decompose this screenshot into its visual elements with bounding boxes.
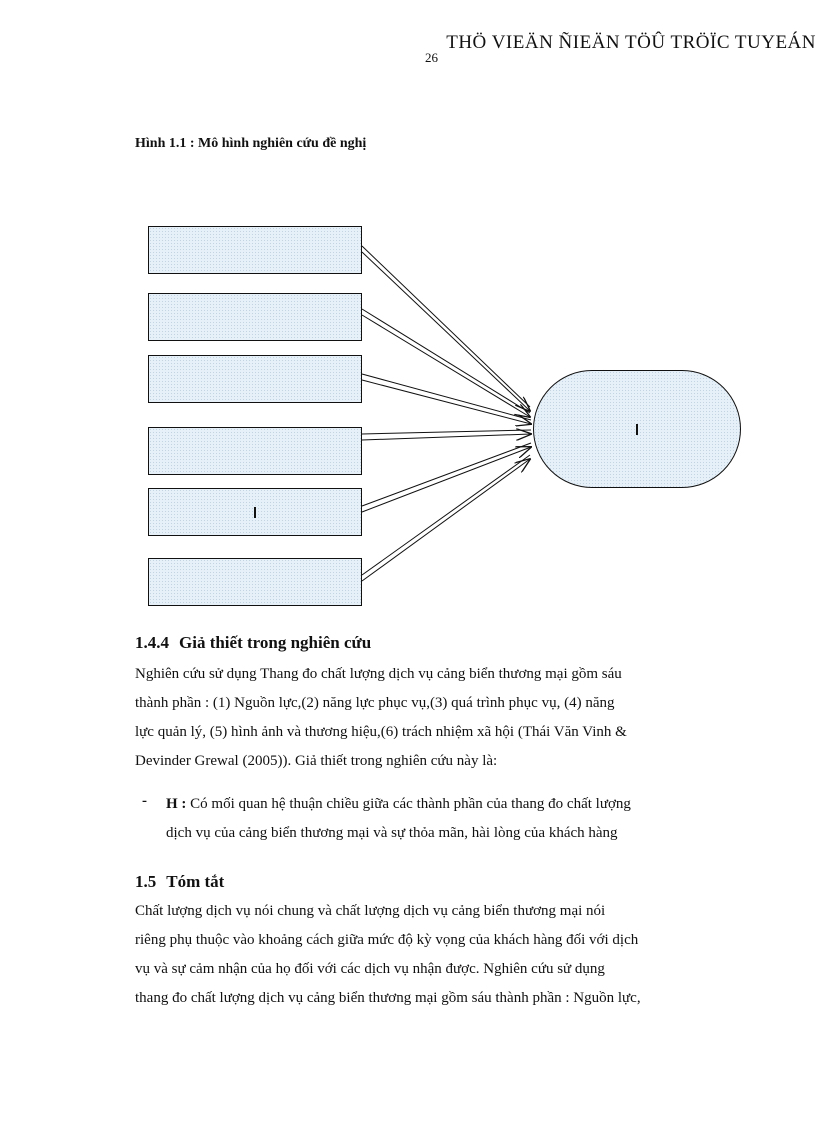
hypothesis-label: H :: [166, 796, 187, 812]
factor-box-6: [148, 558, 362, 606]
section-title: Tóm tắt: [166, 872, 225, 891]
factor-box-1: [148, 226, 362, 274]
page-number: 26: [425, 50, 438, 65]
section-number: 1.5: [135, 872, 157, 891]
text-line: lực quản lý, (5) hình ảnh và thương hiệu,(6) trách nhiệm xã hội (Thái Văn Vinh &: [135, 724, 627, 740]
arrow-6: [362, 455, 530, 581]
text-line: vụ và sự cảm nhận của họ đối với các dịch vụ nhận được. Nghiên cứu sử dụng: [135, 961, 605, 977]
factor-box-2: [148, 293, 362, 341]
bullet-dash: -: [142, 793, 147, 809]
text-line: thang đo chất lượng dịch vụ cảng biển thương mại gồm sáu thành phần : Nguồn lực,: [135, 990, 641, 1006]
arrow-3: [362, 374, 531, 424]
hypothesis-text: Có mối quan hệ thuận chiều giữa các thành phần của thang đo chất lượng: [186, 796, 631, 812]
text-line: dịch vụ của cảng biển thương mại và sự thỏa mãn, hài lòng của khách hàng: [166, 825, 618, 841]
arrow-2: [362, 309, 530, 417]
section-1-4-4-paragraph: [135, 660, 741, 776]
arrow-5: [362, 443, 531, 512]
text-line: [166, 790, 741, 819]
text-line: thành phần : (1) Nguồn lực,(2) năng lực phục vụ,(3) quá trình phục vụ, (4) năng: [135, 695, 615, 711]
text-line: Nghiên cứu sử dụng Thang đo chất lượng dịch vụ cảng biển thương mại gồm sáu: [135, 666, 622, 682]
text-cursor-glyph: [254, 507, 256, 518]
satisfaction-oval: [533, 370, 741, 488]
factor-box-5: [148, 488, 362, 536]
section-heading-1-5: [135, 872, 224, 892]
factor-box-4: [148, 427, 362, 475]
section-heading-1-4-4: [135, 633, 371, 653]
arrow-1: [362, 246, 530, 411]
text-line: riêng phụ thuộc vào khoảng cách giữa mức độ kỳ vọng của khách hàng đối với dịch: [135, 932, 639, 948]
section-title: Giả thiết trong nghiên cứu: [179, 633, 372, 652]
factor-box-3: [148, 355, 362, 403]
section-number: 1.4.4: [135, 633, 169, 652]
text-cursor-glyph: [636, 424, 638, 435]
text-line: Devinder Grewal (2005)). Giả thiết trong nghiên cứu này là:: [135, 753, 498, 769]
arrow-4: [362, 430, 531, 440]
hypothesis-item: [166, 790, 741, 848]
site-title: THÖ VIEÄN ÑIEÄN TÖÛ TRÖÏC TUYEÁN: [446, 32, 816, 53]
section-1-5-paragraph: [135, 897, 741, 1013]
figure-caption: Hình 1.1 : Mô hình nghiên cứu đề nghị: [135, 136, 367, 151]
text-line: Chất lượng dịch vụ nói chung và chất lượng dịch vụ cảng biển thương mại nói: [135, 903, 606, 919]
